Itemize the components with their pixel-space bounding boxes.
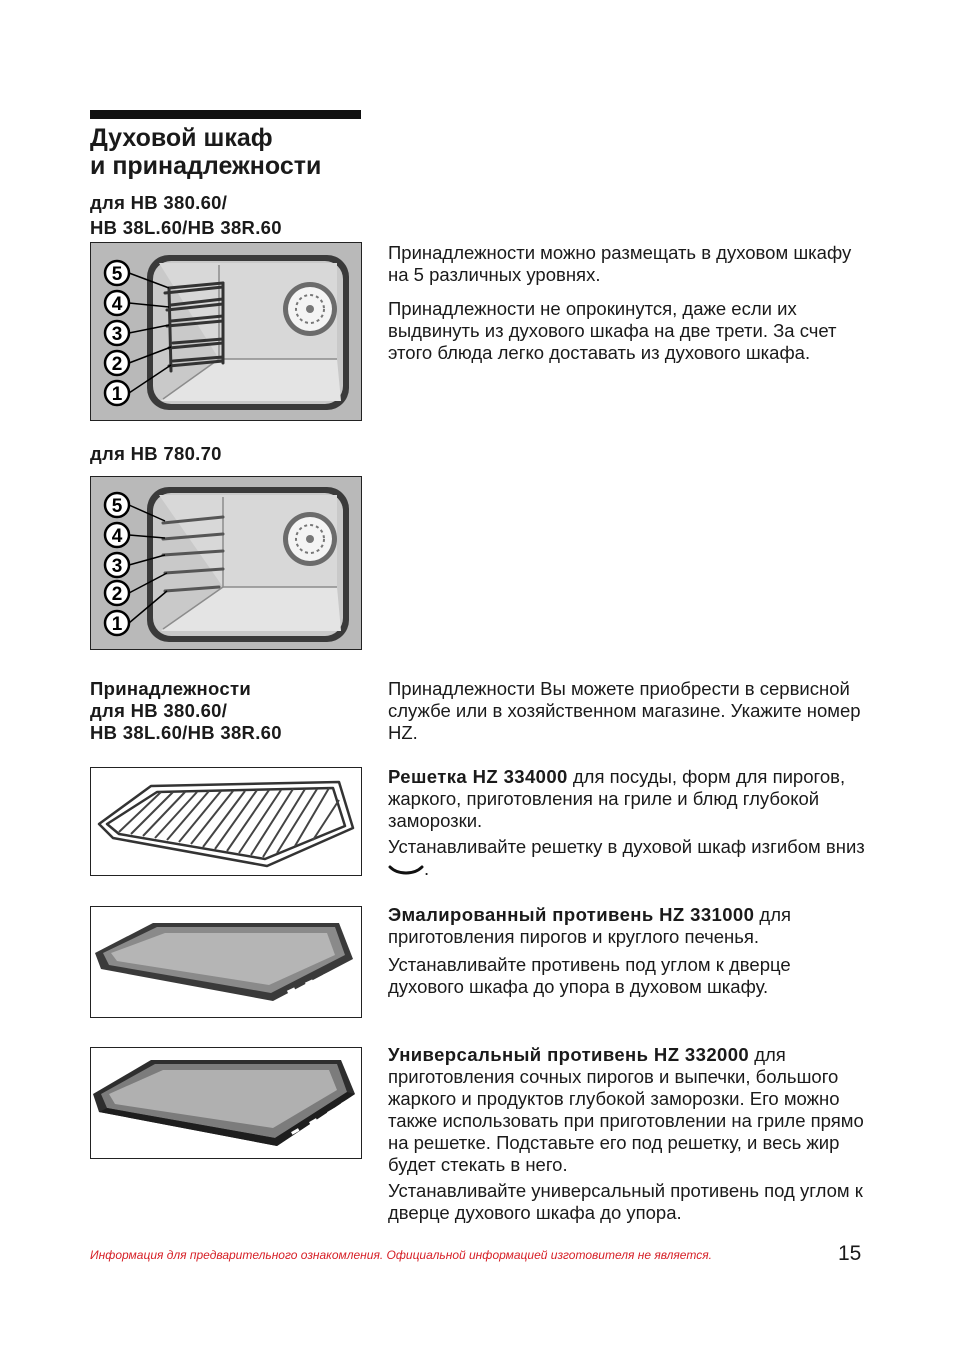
level-5-label-2: 5 [111, 496, 123, 517]
wire-rack-name: Решетка HZ 334000 [388, 766, 568, 787]
header-rule [90, 110, 361, 119]
level-4-label-1: 4 [111, 294, 123, 315]
wire-rack-use: для посуды, форм для пирогов, жаркого, приготовления на гриле и блюд глубокой заморозки. [388, 766, 846, 831]
section1-paragraph-stability: Принадлежности не опрокинутся, даже если их выдвинуть из духового шкафа на две трети. За счет этого блюда легко доставать из духового шкафа. [388, 298, 837, 363]
universal-tray-figure [90, 1047, 362, 1159]
universal-tray-install: Устанавливайте универсальный противень под углом к дверце духового шкафа до упора. [388, 1180, 863, 1223]
page-number: 15 [838, 1242, 862, 1265]
accessories-intro: Принадлежности Вы можете приобрести в сервисной службе или в хозяйственном магазине. Укажите номер HZ. [388, 678, 861, 743]
enamel-tray-install: Устанавливайте противень под углом к дверце духового шкафа до упора в духовом шкафу. [388, 954, 791, 997]
disclaimer-note: Информация для предварительного ознакомления. Официальной информацией изготовителя не является. [90, 1248, 712, 1262]
oven-levels-figure-1 [90, 242, 362, 421]
enamel-tray-name: Эмалированный противень HZ 331000 [388, 904, 755, 925]
section2-subtitle: для HB 780.70 [90, 443, 222, 464]
universal-tray-name: Универсальный противень HZ 332000 [388, 1044, 750, 1065]
level-5-label-1: 5 [111, 264, 123, 285]
level-4-label-2: 4 [111, 526, 123, 547]
accessories-subtitle [90, 678, 282, 744]
section1-subtitle-line1: для HB 380.60/ [90, 192, 228, 213]
enamel-tray-figure [90, 906, 362, 1018]
curve-down-icon [388, 864, 424, 876]
level-1-label-2: 1 [111, 614, 123, 635]
page-title-line2: и принадлежности [90, 152, 322, 180]
wire-rack-install-end: . [424, 858, 430, 879]
enamel-tray-description [388, 904, 868, 948]
level-3-label-1: 3 [111, 324, 123, 345]
wire-rack-install-text: Устанавливайте решетку в духовой шкаф изгибом вниз [388, 836, 865, 857]
universal-tray-description [388, 1044, 868, 1176]
oven-levels-figure-2 [90, 476, 362, 650]
page-title [90, 124, 321, 180]
level-2-label-1: 2 [111, 354, 123, 375]
level-2-label-2: 2 [111, 584, 123, 605]
wire-rack-install [388, 836, 868, 880]
page-title-line1: Духовой шкаф [90, 124, 273, 152]
wire-rack-figure [90, 767, 362, 876]
level-3-label-2: 3 [111, 556, 123, 577]
level-1-label-1: 1 [111, 384, 123, 405]
accessories-subtitle-line1: Принадлежности [90, 678, 251, 699]
wire-rack-description [388, 766, 868, 832]
accessories-subtitle-line2: для HB 380.60/ [90, 700, 228, 721]
universal-tray-use: для приготовления сочных пирогов и выпечки, большого жаркого и продуктов глубокой заморозки. Его можно также использовать при приготовлении на гриле прямо на решетке. Подставьте его под решетку, и весь жир будет стекать в него. [388, 1044, 864, 1175]
section1-paragraph-levels: Принадлежности можно размещать в духовом шкафу на 5 различных уровнях. [388, 242, 852, 285]
enamel-tray-use: для приготовления пирогов и круглого печенья. [388, 904, 792, 947]
section1-subtitle-line2: HB 38L.60/HB 38R.60 [90, 217, 282, 238]
section1-subtitle [90, 190, 282, 240]
accessories-subtitle-line3: HB 38L.60/HB 38R.60 [90, 722, 282, 743]
